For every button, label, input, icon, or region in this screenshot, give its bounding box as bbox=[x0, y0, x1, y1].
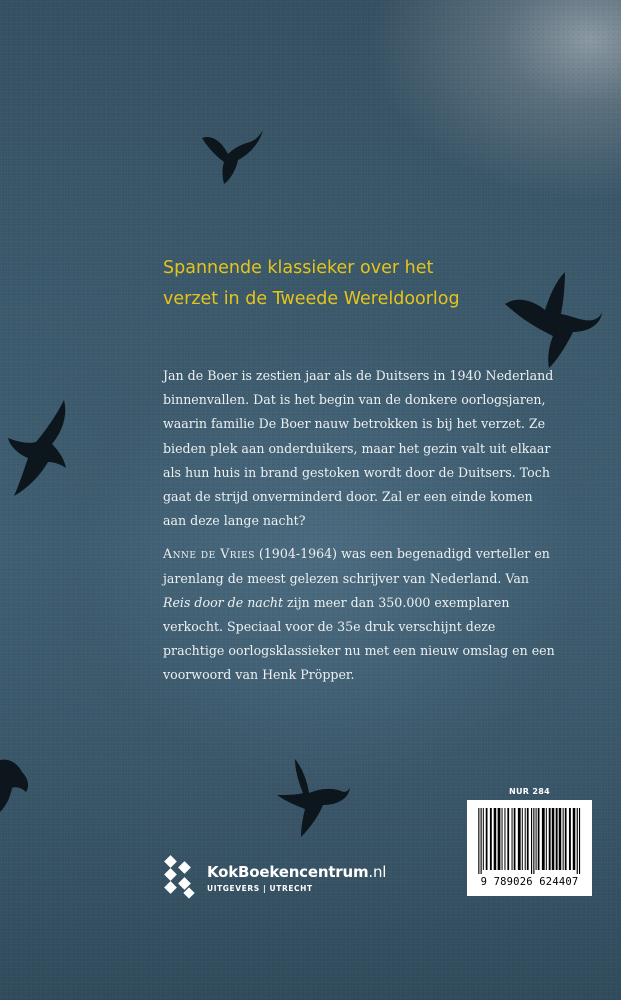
barcode-bar bbox=[569, 808, 571, 870]
barcode-bar bbox=[565, 808, 567, 870]
tagline-line-1: Spannende klassieker over het bbox=[163, 258, 434, 278]
barcode-bar bbox=[490, 808, 492, 870]
author-text-before-title: (1904-1964) was een begenadigd verteller en jarenlang de meest gelezen schrijver van Nederland. Van bbox=[163, 546, 550, 586]
book-title: Reis door de nacht bbox=[163, 594, 284, 610]
author-text-after-title: zijn meer dan 350.000 exemplaren verkocht. Speciaal voor de 35e druk verschijnt deze prachtige oorlogsklassieker nu met een nieuw omslag en een voorwoord van Henk Pröpper. bbox=[163, 594, 555, 683]
kokboekencentrum-logo-icon bbox=[163, 855, 199, 899]
barcode-bar bbox=[483, 808, 484, 870]
barcode-bar bbox=[533, 808, 534, 874]
barcode-bar bbox=[579, 808, 580, 874]
barcode-bar bbox=[536, 808, 537, 870]
barcode-bar bbox=[512, 808, 513, 870]
barcode-bar bbox=[563, 808, 564, 870]
publisher-subtitle: UITGEVERS | UTRECHT bbox=[207, 884, 313, 893]
author-name: Anne de Vries bbox=[163, 546, 255, 562]
bird-silhouette-icon bbox=[198, 128, 264, 186]
barcode-bar bbox=[577, 808, 578, 874]
barcode-bar bbox=[573, 808, 576, 870]
isbn-number: 9 789026 624407 bbox=[480, 876, 579, 888]
blurb bbox=[163, 364, 555, 697]
barcode-bar bbox=[481, 808, 482, 874]
barcode-bar bbox=[502, 808, 503, 870]
bird-silhouette-icon bbox=[6, 398, 76, 498]
blurb-paragraph-2 bbox=[163, 542, 555, 687]
barcode-bar bbox=[525, 808, 526, 870]
barcode-bar bbox=[531, 808, 532, 874]
barcode-bar bbox=[522, 808, 523, 870]
nur-code: NUR 284 bbox=[509, 787, 550, 796]
barcode-bar bbox=[478, 808, 479, 874]
barcode-bar bbox=[518, 808, 521, 870]
publisher-name-suffix: .nl bbox=[368, 863, 387, 881]
tagline bbox=[163, 253, 563, 315]
bird-silhouette-icon bbox=[275, 757, 351, 839]
barcode-bar bbox=[556, 808, 558, 870]
bird-silhouette-icon bbox=[0, 756, 30, 812]
barcode-bar bbox=[514, 808, 516, 870]
barcode-bar bbox=[486, 808, 488, 870]
blurb-paragraph-1: Jan de Boer is zestien jaar als de Duitsers in 1940 Nederland binnenvallen. Dat is het begin van de donkere oorlogsjaren, waarin familie De Boer nauw betrokken is bij het verzet. Ze bieden plek aan onderduikers, maar het gezin valt uit elkaar als hun huis in brand gestoken wordt door de Duitsers. Toch gaat de strijd onverminderd door. Zal er een einde komen aan deze lange nacht? bbox=[163, 368, 554, 529]
publisher-name-main: KokBoekencentrum bbox=[207, 863, 369, 881]
barcode-bar bbox=[559, 808, 562, 870]
barcode-panel bbox=[467, 800, 592, 896]
tagline-line-2: verzet in de Tweede Wereldoorlog bbox=[163, 289, 460, 309]
barcode-bar bbox=[546, 808, 547, 870]
barcode-bar bbox=[549, 808, 551, 870]
barcode-bar bbox=[527, 808, 529, 870]
barcode-bar bbox=[498, 808, 501, 870]
barcode-bar bbox=[542, 808, 545, 870]
barcode-bar bbox=[538, 808, 540, 870]
publisher-name bbox=[207, 863, 386, 881]
barcode-bar bbox=[552, 808, 555, 870]
barcode-bar bbox=[504, 808, 505, 870]
barcode-bar bbox=[494, 808, 497, 870]
isbn-barcode bbox=[477, 808, 582, 874]
barcode-bar bbox=[507, 808, 509, 870]
